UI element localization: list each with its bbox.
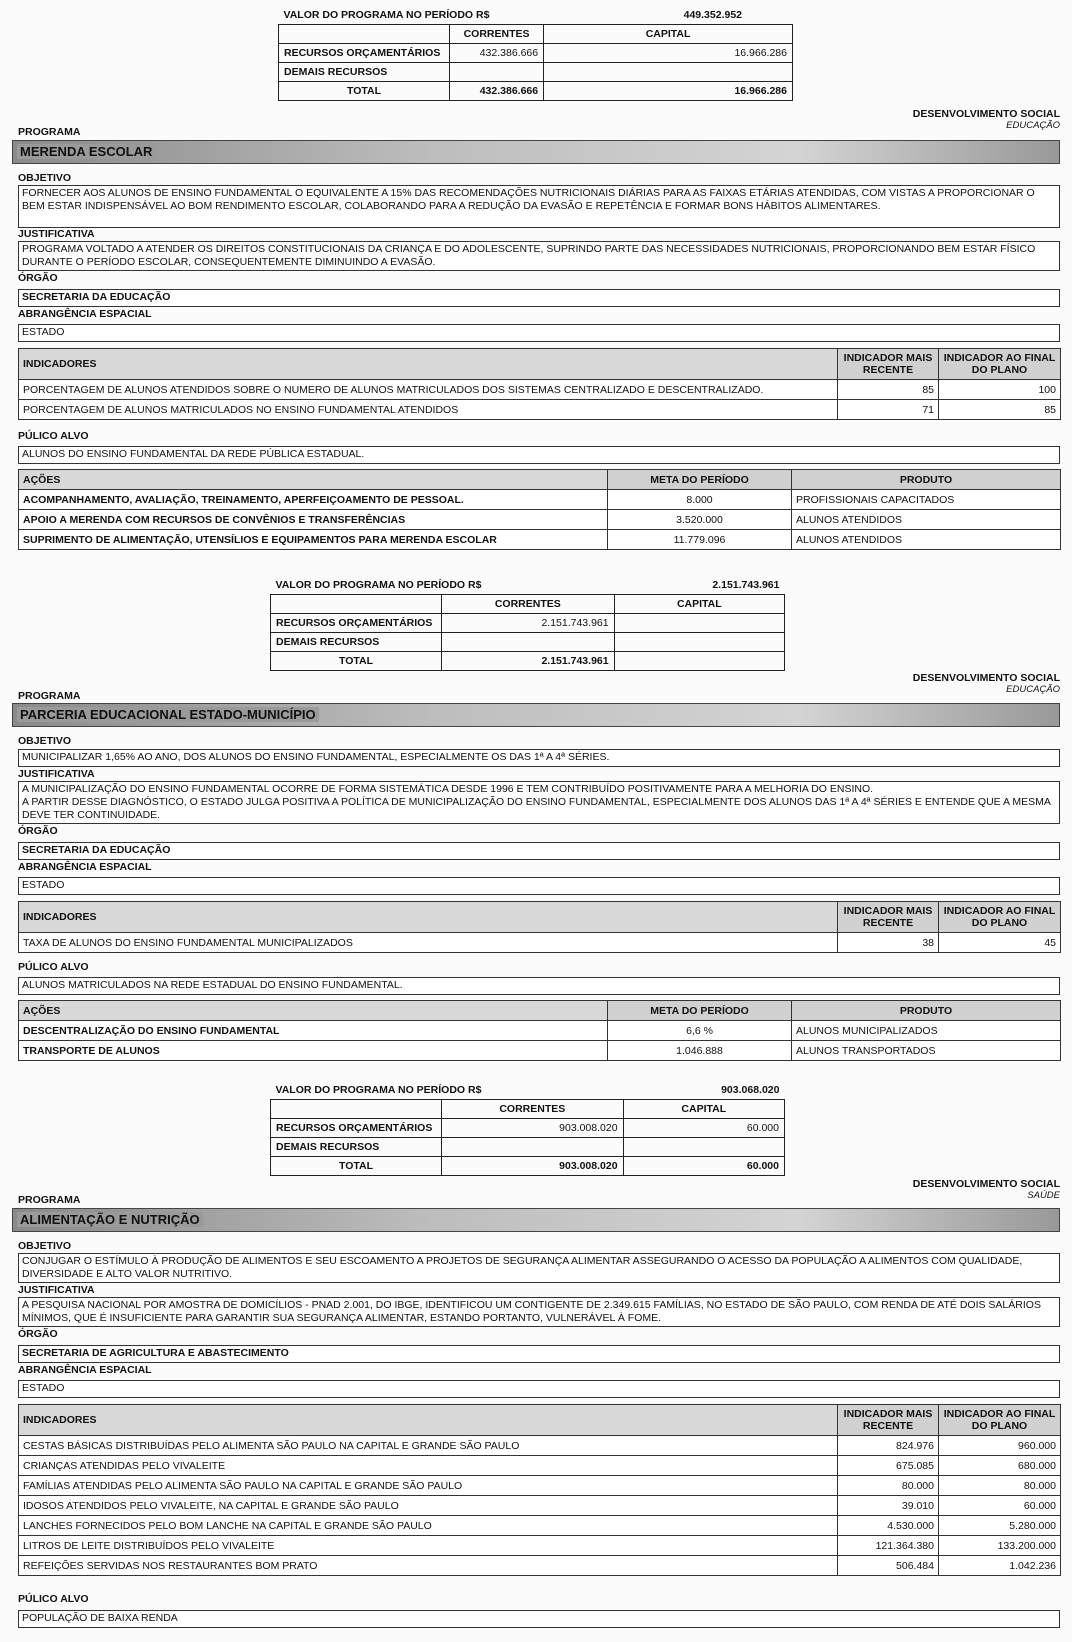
value-title: VALOR DO PROGRAMA NO PERÍODO R$	[275, 579, 482, 591]
orgao-label: ÓRGÃO	[18, 272, 58, 284]
program-value-table-3	[270, 1081, 785, 1176]
abrangencia-text: ESTADO	[18, 324, 1060, 342]
orgao-text: SECRETARIA DE AGRICULTURA E ABASTECIMENTO	[18, 1345, 1060, 1363]
meta-header: META DO PERÍODO	[608, 470, 792, 490]
program-name: ALIMENTAÇÃO E NUTRIÇÃO	[17, 1212, 203, 1227]
acao-label: TRANSPORTE DE ALUNOS	[19, 1041, 608, 1061]
cell-capital	[544, 63, 793, 82]
ind-label: PORCENTAGEM DE ALUNOS MATRICULADOS NO ENSINO FUNDAMENTAL ATENDIDOS	[19, 400, 838, 420]
program-area: DESENVOLVIMENTO SOCIAL SAÚDE	[912, 1178, 1060, 1201]
indicadores-table	[18, 348, 1061, 420]
ind-recente: 85	[838, 380, 939, 400]
value-title: VALOR DO PROGRAMA NO PERÍODO R$	[275, 1084, 482, 1096]
objetivo-text: FORNECER AOS ALUNOS DE ENSINO FUNDAMENTAL O EQUIVALENTE A 15% DAS RECOMENDAÇÕES NUTRICIONAIS DIÁRIAS PARA AS FAIXAS ETÁRIAS ATENDIDAS, COM VISTAS A PROPORCIONAR O BEM ESTAR INDISPENSÁVEL AO BOM RENDIMENTO ESCOLAR, COLABORANDO PARA A REDUÇÃO DA EVASÃO E REPETÊNCIA E FORMAR BONS HÁBITOS ALIMENTARES.	[18, 185, 1060, 228]
ind-final-header: INDICADOR AO FINAL DO PLANO	[939, 902, 1061, 933]
orgao-label: ÓRGÃO	[18, 1328, 58, 1340]
table-row	[19, 933, 1061, 953]
ind-final: 5.280.000	[939, 1516, 1061, 1536]
row-label: RECURSOS ORÇAMENTÁRIOS	[279, 44, 450, 63]
ind-label: FAMÍLIAS ATENDIDAS PELO ALIMENTA SÃO PAULO NA CAPITAL E GRANDE SÃO PAULO	[19, 1476, 838, 1496]
value-title: VALOR DO PROGRAMA NO PERÍODO R$	[283, 9, 490, 21]
publico-text: POPULAÇÃO DE BAIXA RENDA	[18, 1610, 1060, 1628]
table-row	[19, 1516, 1061, 1536]
ind-final: 80.000	[939, 1476, 1061, 1496]
row-label: RECURSOS ORÇAMENTÁRIOS	[271, 1119, 442, 1138]
acao-meta: 11.779.096	[608, 530, 792, 550]
ind-recente-header: INDICADOR MAIS RECENTE	[838, 349, 939, 380]
acao-meta: 8.000	[608, 490, 792, 510]
ind-recente: 4.530.000	[838, 1516, 939, 1536]
ind-label: LANCHES FORNECIDOS PELO BOM LANCHE NA CAPITAL E GRANDE SÃO PAULO	[19, 1516, 838, 1536]
programa-label: PROGRAMA	[18, 126, 81, 138]
indicadores-header: INDICADORES	[19, 902, 838, 933]
abrangencia-label: ABRANGÊNCIA ESPACIAL	[18, 308, 152, 320]
acao-label: DESCENTRALIZAÇÃO DO ENSINO FUNDAMENTAL	[19, 1021, 608, 1041]
ind-label: IDOSOS ATENDIDOS PELO VIVALEITE, NA CAPITAL E GRANDE SÃO PAULO	[19, 1496, 838, 1516]
acao-produto: ALUNOS MUNICIPALIZADOS	[792, 1021, 1061, 1041]
cell-correntes	[450, 63, 544, 82]
program-title-bar	[12, 140, 1060, 164]
value-total: 2.151.743.961	[712, 579, 780, 591]
ind-final-header: INDICADOR AO FINAL DO PLANO	[939, 349, 1061, 380]
ind-final-header: INDICADOR AO FINAL DO PLANO	[939, 1405, 1061, 1436]
cell-capital	[614, 633, 784, 652]
row-label: DEMAIS RECURSOS	[271, 633, 442, 652]
col-correntes: CORRENTES	[442, 595, 615, 614]
acoes-header: AÇÕES	[19, 470, 608, 490]
table-row	[19, 1021, 1061, 1041]
publico-text: ALUNOS MATRICULADOS NA REDE ESTADUAL DO ENSINO FUNDAMENTAL.	[18, 977, 1060, 995]
total-correntes: 432.386.666	[450, 82, 544, 101]
ind-recente: 675.085	[838, 1456, 939, 1476]
justificativa-label: JUSTIFICATIVA	[18, 768, 95, 780]
acoes-table	[18, 469, 1061, 550]
ind-recente: 121.364.380	[838, 1536, 939, 1556]
publico-label: PÚLICO ALVO	[18, 1593, 89, 1605]
cell-correntes: 432.386.666	[450, 44, 544, 63]
justificativa-text: A MUNICIPALIZAÇÃO DO ENSINO FUNDAMENTAL OCORRE DE FORMA SISTEMÁTICA DESDE 1996 E TEM CONTRIBUÍDO POSITIVAMENTE PARA A MELHORIA DO ENSINO. A PARTIR DESSE DIAGNÓSTICO, O ESTADO JULGA POSITIVA A POLÍTICA DE MUNICIPALIZAÇÃO DO ENSINO FUNDAMENTAL, ESPECIALMENTE DOS ALUNOS DAS 1ª A 4ª SÉRIES E ENTENDE QUE A MESMA DEVE TER CONTINUIDADE.	[18, 781, 1060, 824]
objetivo-text: MUNICIPALIZAR 1,65% AO ANO, DOS ALUNOS DO ENSINO FUNDAMENTAL, ESPECIALMENTE OS DAS 1ª A 4ª SÉRIES.	[18, 749, 1060, 767]
abrangencia-label: ABRANGÊNCIA ESPACIAL	[18, 861, 152, 873]
ind-recente-header: INDICADOR MAIS RECENTE	[838, 1405, 939, 1436]
acao-produto: ALUNOS ATENDIDOS	[792, 510, 1061, 530]
acao-produto: ALUNOS ATENDIDOS	[792, 530, 1061, 550]
ind-final: 680.000	[939, 1456, 1061, 1476]
program-value-table-1	[278, 6, 793, 101]
ind-label: PORCENTAGEM DE ALUNOS ATENDIDOS SOBRE O NUMERO DE ALUNOS MATRICULADOS DOS SISTEMAS CENTRALIZADO E DESCENTRALIZADO.	[19, 380, 838, 400]
acao-meta: 3.520.000	[608, 510, 792, 530]
justificativa-text: A PESQUISA NACIONAL POR AMOSTRA DE DOMICÍLIOS - PNAD 2.001, DO IBGE, IDENTIFICOU UM CONTIGENTE DE 2.349.615 FAMÍLIAS, NO ESTADO DE SÃO PAULO, COM RENDA DE ATÉ DOIS SALÁRIOS MÍNIMOS, QUE É INSUFICIENTE PARA GARANTIR SUA SEGURANÇA ALIMENTAR, ESTANDO PORTANTO, VULNERÁVEL À FOME.	[18, 1297, 1060, 1327]
indicadores-header: INDICADORES	[19, 1405, 838, 1436]
cell-capital	[623, 1138, 784, 1157]
acao-produto: ALUNOS TRANSPORTADOS	[792, 1041, 1061, 1061]
program-area: DESENVOLVIMENTO SOCIAL EDUCAÇÃO	[912, 108, 1060, 131]
ind-final: 45	[939, 933, 1061, 953]
ind-final: 85	[939, 400, 1061, 420]
justificativa-text: PROGRAMA VOLTADO A ATENDER OS DIREITOS CONSTITUCIONAIS DA CRIANÇA E DO ADOLESCENTE, SUPRINDO PARTE DAS NECESSIDADES NUTRICIONAIS, PROPORCIONANDO BEM ESTAR FÍSICO DURANTE O PERÍODO ESCOLAR, CONSEQUENTEMENTE DIMINUINDO A EVASÃO.	[18, 241, 1060, 271]
ind-label: TAXA DE ALUNOS DO ENSINO FUNDAMENTAL MUNICIPALIZADOS	[19, 933, 838, 953]
meta-header: META DO PERÍODO	[608, 1001, 792, 1021]
total-capital: 60.000	[623, 1157, 784, 1176]
acao-label: SUPRIMENTO DE ALIMENTAÇÃO, UTENSÍLIOS E EQUIPAMENTOS PARA MERENDA ESCOLAR	[19, 530, 608, 550]
program-value-table-2	[270, 576, 785, 671]
produto-header: PRODUTO	[792, 1001, 1061, 1021]
total-capital	[614, 652, 784, 671]
program-area: DESENVOLVIMENTO SOCIAL EDUCAÇÃO	[912, 672, 1060, 695]
cell-correntes: 903.008.020	[442, 1119, 624, 1138]
table-row	[19, 490, 1061, 510]
objetivo-text: CONJUGAR O ESTÍMULO À PRODUÇÃO DE ALIMENTOS E SEU ESCOAMENTO A PROJETOS DE SEGURANÇA ALIMENTAR ASSEGURANDO O ACESSO DA POPULAÇÃO A ALIMENTOS COM QUALIDADE, DIVERSIDADE E ALTO VALOR NUTRITIVO.	[18, 1253, 1060, 1283]
orgao-text: SECRETARIA DA EDUCAÇÃO	[18, 842, 1060, 860]
abrangencia-text: ESTADO	[18, 1380, 1060, 1398]
cell-capital: 60.000	[623, 1119, 784, 1138]
acao-label: APOIO A MERENDA COM RECURSOS DE CONVÊNIOS E TRANSFERÊNCIAS	[19, 510, 608, 530]
produto-header: PRODUTO	[792, 470, 1061, 490]
acoes-header: AÇÕES	[19, 1001, 608, 1021]
ind-label: CESTAS BÁSICAS DISTRIBUÍDAS PELO ALIMENTA SÃO PAULO NA CAPITAL E GRANDE SÃO PAULO	[19, 1436, 838, 1456]
col-correntes: CORRENTES	[442, 1100, 624, 1119]
indicadores-table	[18, 1404, 1061, 1576]
table-row	[19, 1496, 1061, 1516]
ind-label: LITROS DE LEITE DISTRIBUÍDOS PELO VIVALEITE	[19, 1536, 838, 1556]
indicadores-table	[18, 901, 1061, 953]
table-row	[19, 1476, 1061, 1496]
total-label: TOTAL	[271, 1157, 442, 1176]
table-row	[19, 1436, 1061, 1456]
ind-final: 960.000	[939, 1436, 1061, 1456]
total-capital: 16.966.286	[544, 82, 793, 101]
table-row	[19, 1041, 1061, 1061]
program-name: PARCERIA EDUCACIONAL ESTADO-MUNICÍPIO	[17, 707, 319, 722]
cell-capital: 16.966.286	[544, 44, 793, 63]
col-capital: CAPITAL	[614, 595, 784, 614]
table-row	[19, 530, 1061, 550]
abrangencia-label: ABRANGÊNCIA ESPACIAL	[18, 1364, 152, 1376]
program-name: MERENDA ESCOLAR	[17, 144, 155, 159]
value-total: 449.352.952	[683, 9, 743, 21]
ind-label: REFEIÇÕES SERVIDAS NOS RESTAURANTES BOM PRATO	[19, 1556, 838, 1576]
justificativa-label: JUSTIFICATIVA	[18, 228, 95, 240]
ind-recente: 39.010	[838, 1496, 939, 1516]
publico-label: PÚLICO ALVO	[18, 430, 89, 442]
abrangencia-text: ESTADO	[18, 877, 1060, 895]
ind-final: 100	[939, 380, 1061, 400]
ind-final: 1.042.236	[939, 1556, 1061, 1576]
value-total: 903.068.020	[721, 1084, 780, 1096]
orgao-label: ÓRGÃO	[18, 825, 58, 837]
total-correntes: 2.151.743.961	[442, 652, 615, 671]
table-row	[19, 400, 1061, 420]
total-label: TOTAL	[279, 82, 450, 101]
cell-correntes	[442, 633, 615, 652]
total-correntes: 903.008.020	[442, 1157, 624, 1176]
row-label: RECURSOS ORÇAMENTÁRIOS	[271, 614, 442, 633]
ind-final: 60.000	[939, 1496, 1061, 1516]
table-row	[19, 380, 1061, 400]
publico-text: ALUNOS DO ENSINO FUNDAMENTAL DA REDE PÚBLICA ESTADUAL.	[18, 446, 1060, 464]
acao-meta: 1.046.888	[608, 1041, 792, 1061]
row-label: DEMAIS RECURSOS	[279, 63, 450, 82]
ind-recente: 71	[838, 400, 939, 420]
col-correntes: CORRENTES	[450, 25, 544, 44]
row-label: DEMAIS RECURSOS	[271, 1138, 442, 1157]
program-title-bar	[12, 703, 1060, 727]
objetivo-label: OBJETIVO	[18, 1240, 72, 1252]
cell-capital	[614, 614, 784, 633]
justificativa-label: JUSTIFICATIVA	[18, 1284, 95, 1296]
cell-correntes: 2.151.743.961	[442, 614, 615, 633]
objetivo-label: OBJETIVO	[18, 735, 72, 747]
indicadores-header: INDICADORES	[19, 349, 838, 380]
ind-label: CRIANÇAS ATENDIDAS PELO VIVALEITE	[19, 1456, 838, 1476]
acao-produto: PROFISSIONAIS CAPACITADOS	[792, 490, 1061, 510]
acao-meta: 6,6 %	[608, 1021, 792, 1041]
table-row	[19, 1556, 1061, 1576]
ind-recente: 506.484	[838, 1556, 939, 1576]
table-row	[19, 1456, 1061, 1476]
ind-recente-header: INDICADOR MAIS RECENTE	[838, 902, 939, 933]
programa-label: PROGRAMA	[18, 1194, 81, 1206]
ind-final: 133.200.000	[939, 1536, 1061, 1556]
col-capital: CAPITAL	[544, 25, 793, 44]
cell-correntes	[442, 1138, 624, 1157]
ind-recente: 38	[838, 933, 939, 953]
programa-label: PROGRAMA	[18, 690, 81, 702]
total-label: TOTAL	[271, 652, 442, 671]
objetivo-label: OBJETIVO	[18, 172, 72, 184]
ind-recente: 80.000	[838, 1476, 939, 1496]
table-row	[19, 510, 1061, 530]
table-row	[19, 1536, 1061, 1556]
program-title-bar	[12, 1208, 1060, 1232]
orgao-text: SECRETARIA DA EDUCAÇÃO	[18, 289, 1060, 307]
ind-recente: 824.976	[838, 1436, 939, 1456]
acoes-table	[18, 1000, 1061, 1061]
col-capital: CAPITAL	[623, 1100, 784, 1119]
publico-label: PÚLICO ALVO	[18, 961, 89, 973]
acao-label: ACOMPANHAMENTO, AVALIAÇÃO, TREINAMENTO, APERFEIÇOAMENTO DE PESSOAL.	[19, 490, 608, 510]
